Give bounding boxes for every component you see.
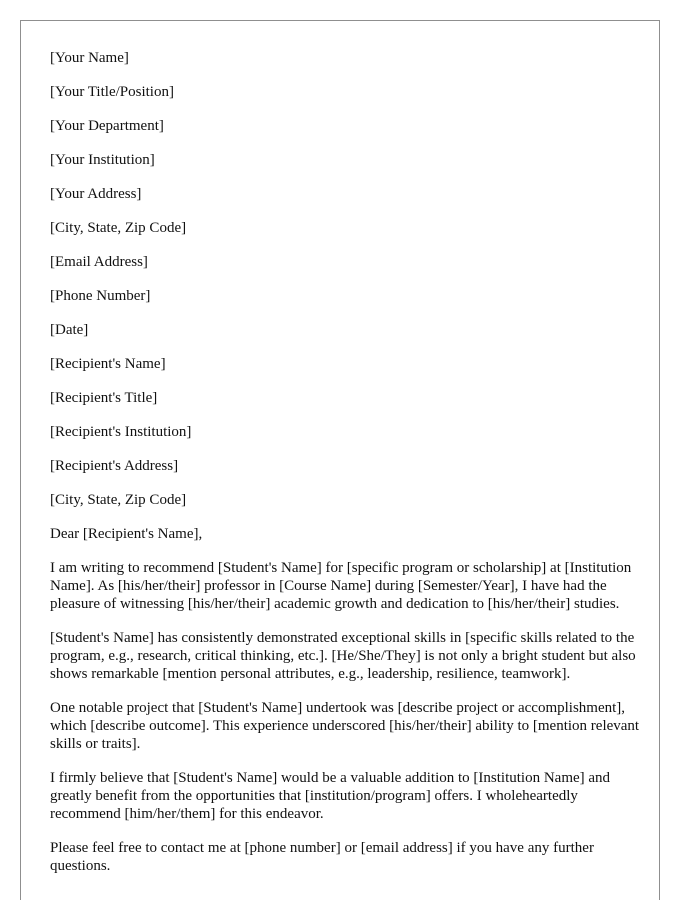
sender-city-state-zip: [City, State, Zip Code]: [50, 220, 187, 236]
salutation: Dear [Recipient's Name],: [50, 526, 203, 542]
sender-institution: [Your Institution]: [50, 152, 155, 168]
letter-date: [Date]: [50, 322, 89, 338]
body-paragraph-3: One notable project that [Student's Name] undertook was [describe project or accomplishment], which [describe outcome]. This experience underscored [his/her/their] ability to [mention relevant skills or traits].: [50, 700, 640, 752]
recipient-address: [Recipient's Address]: [50, 458, 179, 474]
body-paragraph-1: I am writing to recommend [Student's Name] for [specific program or scholarship] at [Institution Name]. As [his/her/their] professor in [Course Name] during [Semester/Year], I have had the pleasure of witnessing [his/her/their] academic growth and dedication to [his/her/their] studies.: [50, 560, 632, 612]
letter-content: [50, 49, 640, 891]
sender-title: [Your Title/Position]: [50, 84, 174, 100]
body-paragraph-5: Please feel free to contact me at [phone number] or [email address] if you have any further questions.: [50, 840, 594, 874]
letter-page: [20, 20, 660, 900]
sender-email: [Email Address]: [50, 254, 148, 270]
recipient-name: [Recipient's Name]: [50, 356, 166, 372]
recipient-title: [Recipient's Title]: [50, 390, 158, 406]
recipient-city-state-zip: [City, State, Zip Code]: [50, 492, 187, 508]
sender-name: [Your Name]: [50, 50, 129, 66]
sender-address: [Your Address]: [50, 186, 142, 202]
body-paragraph-4: I firmly believe that [Student's Name] would be a valuable addition to [Institution Name] and greatly benefit from the opportunities that [institution/program] offers. I wholeheartedly recommend [him/her/them] for this endeavor.: [50, 770, 611, 822]
sender-department: [Your Department]: [50, 118, 164, 134]
sender-phone: [Phone Number]: [50, 288, 151, 304]
body-paragraph-2: [Student's Name] has consistently demonstrated exceptional skills in [specific skills related to the program, e.g., research, critical thinking, etc.]. [He/She/They] is not only a bright student but also shows remarkable [mention personal attributes, e.g., leadership, resilience, teamwork].: [50, 630, 636, 682]
recipient-institution: [Recipient's Institution]: [50, 424, 192, 440]
